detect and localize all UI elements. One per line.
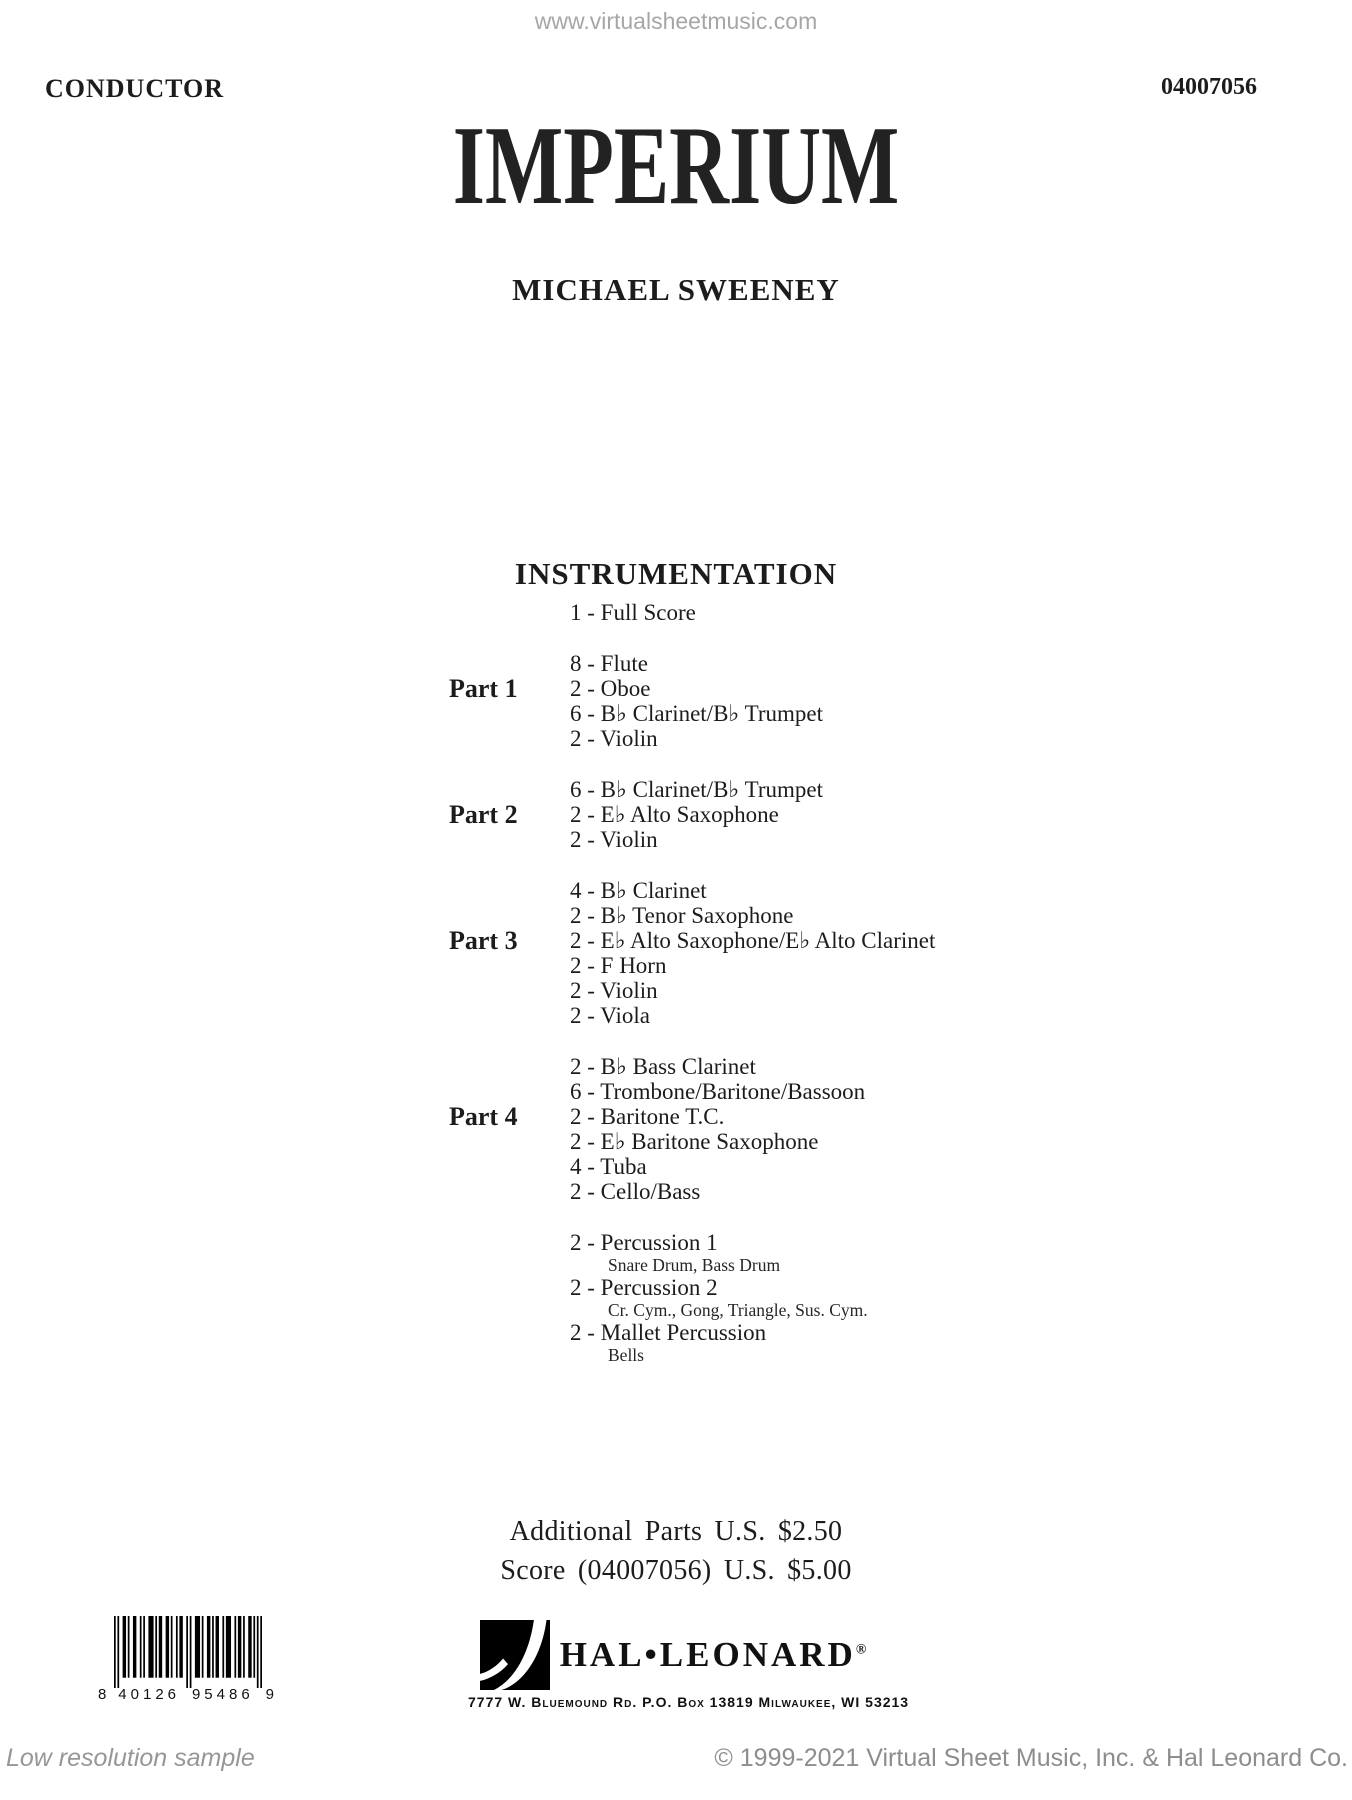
instrument-line: 2 - Violin [570, 978, 658, 1003]
composer-name: MICHAEL SWEENEY [512, 272, 840, 307]
price-line-score: Score (04007056) U.S. $5.00 [500, 1555, 852, 1586]
instrument-line: 2 - Percussion 2 [570, 1275, 718, 1300]
part-label: Part 1 [449, 674, 518, 703]
part-group [449, 1230, 935, 1365]
instrumentation-list [449, 600, 935, 1391]
instrument-line: 2 - Violin [570, 726, 658, 751]
barcode [98, 1616, 274, 1714]
conductor-label: CONDUCTOR [45, 74, 224, 103]
catalog-number: 04007056 [1161, 74, 1257, 100]
instrument-detail: Bells [608, 1345, 644, 1365]
publisher-name: HAL•LEONARD [559, 1635, 856, 1674]
part-group [449, 651, 935, 751]
part-group [449, 600, 935, 625]
publisher-logo-block [468, 1620, 910, 1710]
registered-mark: ® [855, 1642, 867, 1658]
instrument-detail: Cr. Cym., Gong, Triangle, Sus. Cym. [608, 1300, 868, 1320]
instrument-line: 2 - E♭ Baritone Saxophone [570, 1129, 819, 1154]
instrument-line: 2 - Mallet Percussion [570, 1320, 767, 1345]
instrument-line: 8 - Flute [570, 651, 648, 676]
low-resolution-sample-label: Low resolution sample [6, 1744, 255, 1772]
part-group [449, 1054, 935, 1204]
price-line-parts: Additional Parts U.S. $2.50 [509, 1516, 843, 1547]
pricing-block [0, 1512, 1352, 1590]
instrument-detail: Snare Drum, Bass Drum [608, 1255, 781, 1275]
instrument-line: 2 - Cello/Bass [570, 1179, 701, 1204]
part-label: Part 3 [449, 926, 518, 955]
instrument-line: 2 - E♭ Alto Saxophone/E♭ Alto Clarinet [570, 928, 936, 953]
part-lines [570, 1230, 868, 1365]
instrument-line: 6 - B♭ Clarinet/B♭ Trumpet [570, 701, 823, 726]
publisher-logo-row [468, 1620, 878, 1690]
instrument-line: 6 - B♭ Clarinet/B♭ Trumpet [570, 777, 823, 802]
part-lines [570, 600, 696, 625]
part-lines [570, 777, 823, 852]
part-label: Part 4 [449, 1102, 518, 1131]
hal-leonard-wordmark [560, 1635, 867, 1675]
instrument-line: 1 - Full Score [570, 600, 696, 625]
instrument-line: 2 - F Horn [570, 953, 667, 978]
piece-title: IMPERIUM [452, 104, 900, 228]
part-group [449, 878, 935, 1028]
instrument-line: 2 - B♭ Bass Clarinet [570, 1054, 756, 1079]
instrument-line: 4 - B♭ Clarinet [570, 878, 707, 903]
part-lines [570, 878, 935, 1028]
instrument-line: 2 - Oboe [570, 676, 651, 701]
instrument-line: 2 - B♭ Tenor Saxophone [570, 903, 794, 928]
instrument-line: 2 - Violin [570, 827, 658, 852]
instrument-line: 6 - Trombone/Baritone/Bassoon [570, 1079, 866, 1104]
part-lines [570, 1054, 865, 1204]
barcode-left-digit: 8 [98, 1686, 107, 1703]
site-url-text: www.virtualsheetmusic.com [534, 8, 818, 34]
barcode-right-digit: 9 [265, 1686, 274, 1703]
copyright-notice: © 1999-2021 Virtual Sheet Music, Inc. & Hal Leonard Co. [714, 1744, 1348, 1772]
instrument-line: 2 - Viola [570, 1003, 650, 1028]
barcode-digits [98, 1686, 274, 1703]
instrumentation-heading: INSTRUMENTATION [514, 556, 838, 591]
part-lines [570, 651, 823, 751]
part-group [449, 777, 935, 852]
publisher-address: 7777 W. Bluemound Rd. P.O. Box 13819 Milwaukee, WI 53213 [468, 1694, 910, 1710]
instrument-line: 2 - Baritone T.C. [570, 1104, 725, 1129]
barcode-bars-icon [114, 1616, 262, 1688]
barcode-group-1: 40126 [118, 1686, 181, 1703]
hal-leonard-mark-icon [480, 1620, 550, 1690]
instrument-line: 4 - Tuba [570, 1154, 647, 1179]
part-label: Part 2 [449, 799, 518, 829]
instrument-line: 2 - Percussion 1 [570, 1230, 718, 1255]
barcode-group-2: 95486 [191, 1686, 254, 1703]
instrument-line: 2 - E♭ Alto Saxophone [570, 802, 779, 827]
